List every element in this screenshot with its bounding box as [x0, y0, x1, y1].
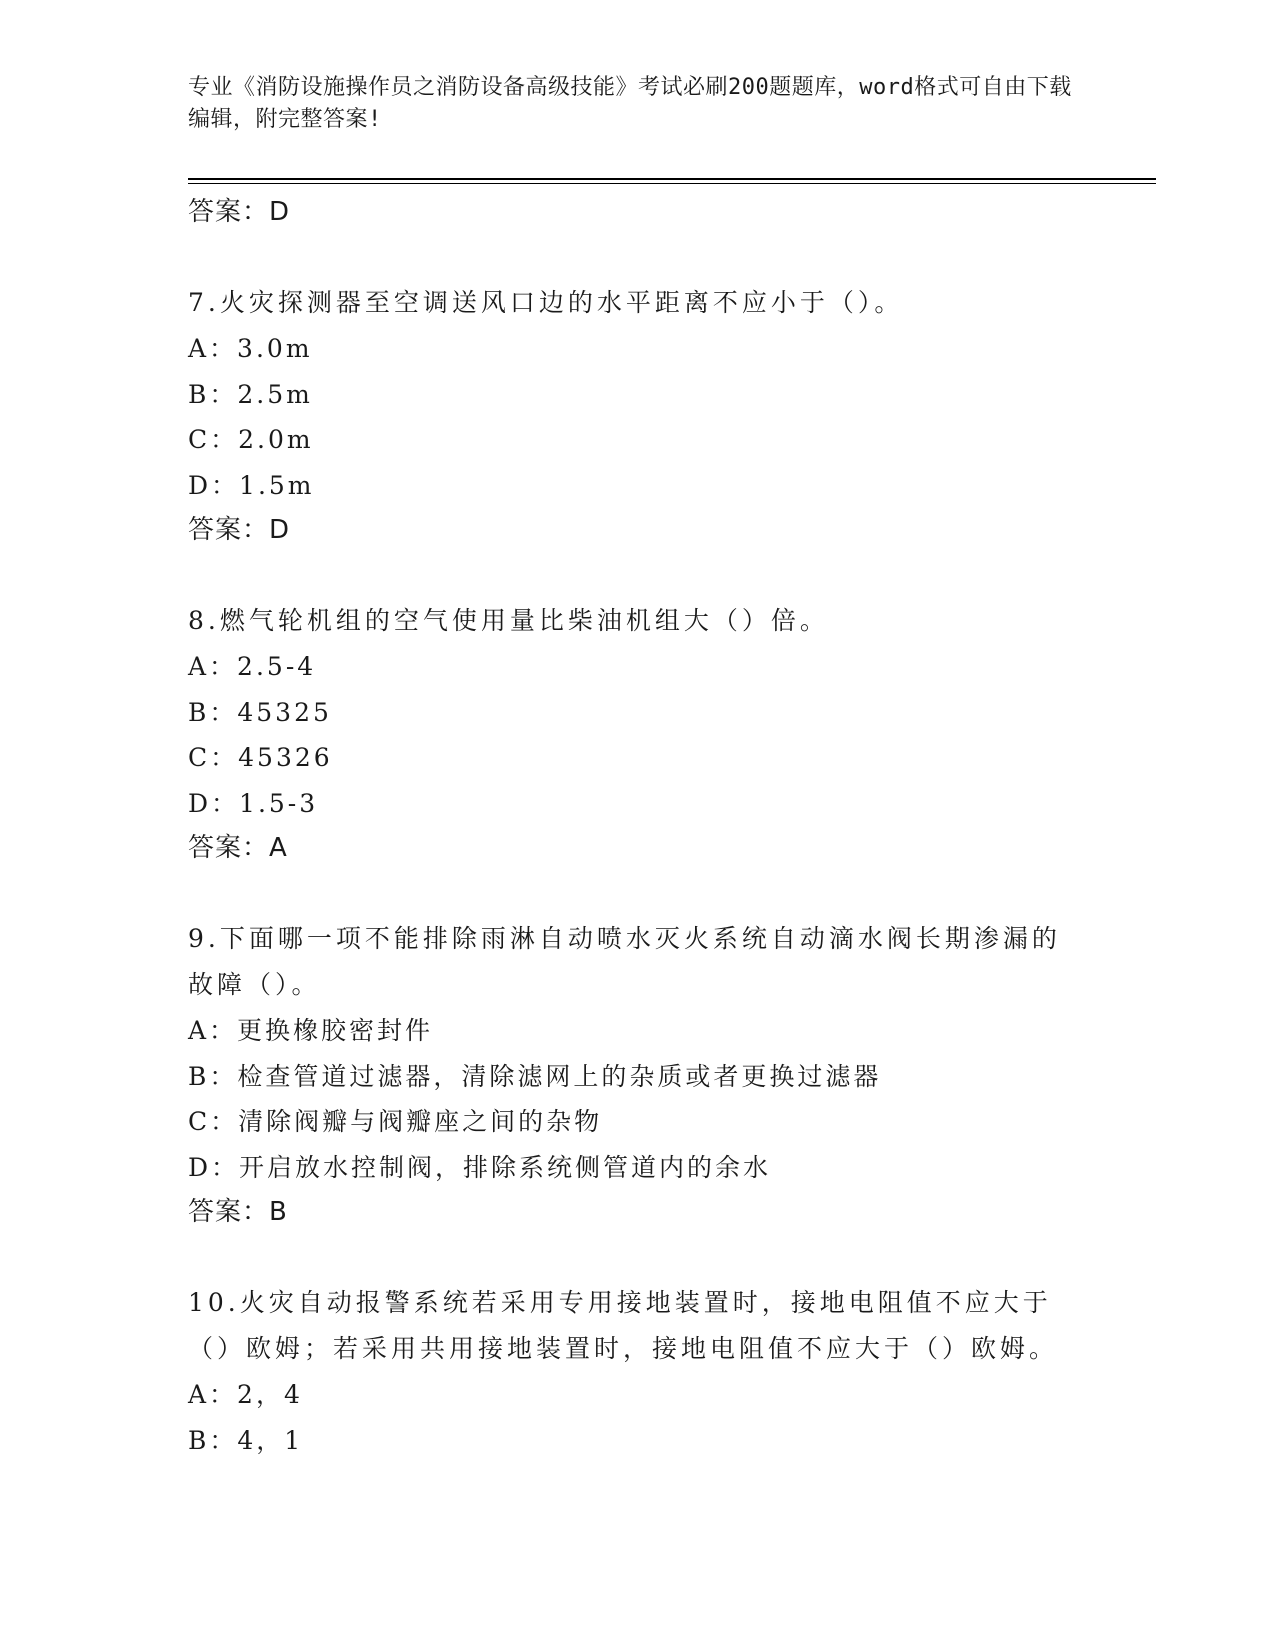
answer-line: 答案：A	[188, 833, 288, 863]
answer-line: 答案：D	[188, 515, 291, 545]
option-c: C：清除阀瓣与阀瓣座之间的杂物	[188, 1107, 603, 1136]
option-c: C：45326	[188, 743, 333, 772]
option-b: B：4，1	[188, 1425, 304, 1455]
question-list	[188, 190, 1088, 1463]
question-10	[188, 1280, 1088, 1463]
question-8	[188, 598, 1088, 871]
option-d: D：1.5m	[188, 470, 315, 500]
header-divider-thick	[188, 178, 1156, 180]
question-stem: 9.下面哪一项不能排除雨淋自动喷水灭火系统自动滴水阀长期渗漏的故障（）。	[188, 924, 1061, 999]
document-header: 专业《消防设施操作员之消防设备高级技能》考试必刷200题题库，word格式可自由下载编辑，附完整答案!	[188, 75, 1072, 132]
spacer	[188, 1235, 1088, 1280]
option-b: B：45325	[188, 697, 332, 727]
spacer	[188, 871, 1088, 916]
question-stem: 7.火灾探测器至空调送风口边的水平距离不应小于（）。	[188, 288, 904, 317]
option-d: D：开启放水控制阀，排除系统侧管道内的余水	[188, 1152, 772, 1182]
option-c: C：2.0m	[188, 425, 314, 454]
option-b: B：检查管道过滤器，清除滤网上的杂质或者更换过滤器	[188, 1061, 882, 1091]
option-b: B：2.5m	[188, 379, 313, 409]
question-9	[188, 916, 1088, 1235]
question-stem: 8.燃气轮机组的空气使用量比柴油机组大（）倍。	[188, 606, 829, 635]
question-stem: 10.火灾自动报警系统若采用专用接地装置时，接地电阻值不应大于（）欧姆；若采用共用接地装置时，接地电阻值不应大于（）欧姆。	[188, 1288, 1059, 1363]
spacer	[188, 553, 1088, 598]
option-a: A：更换橡胶密封件	[188, 1016, 434, 1045]
header-divider-thin	[188, 183, 1156, 184]
spacer	[188, 235, 1088, 280]
option-a: A：3.0m	[188, 334, 313, 363]
option-a: A：2，4	[188, 1380, 303, 1409]
answer-line: 答案：B	[188, 1197, 288, 1227]
question-7	[188, 280, 1088, 553]
option-a: A：2.5-4	[188, 652, 317, 681]
answer-line: 答案：D	[188, 197, 291, 227]
option-d: D：1.5-3	[188, 788, 319, 818]
